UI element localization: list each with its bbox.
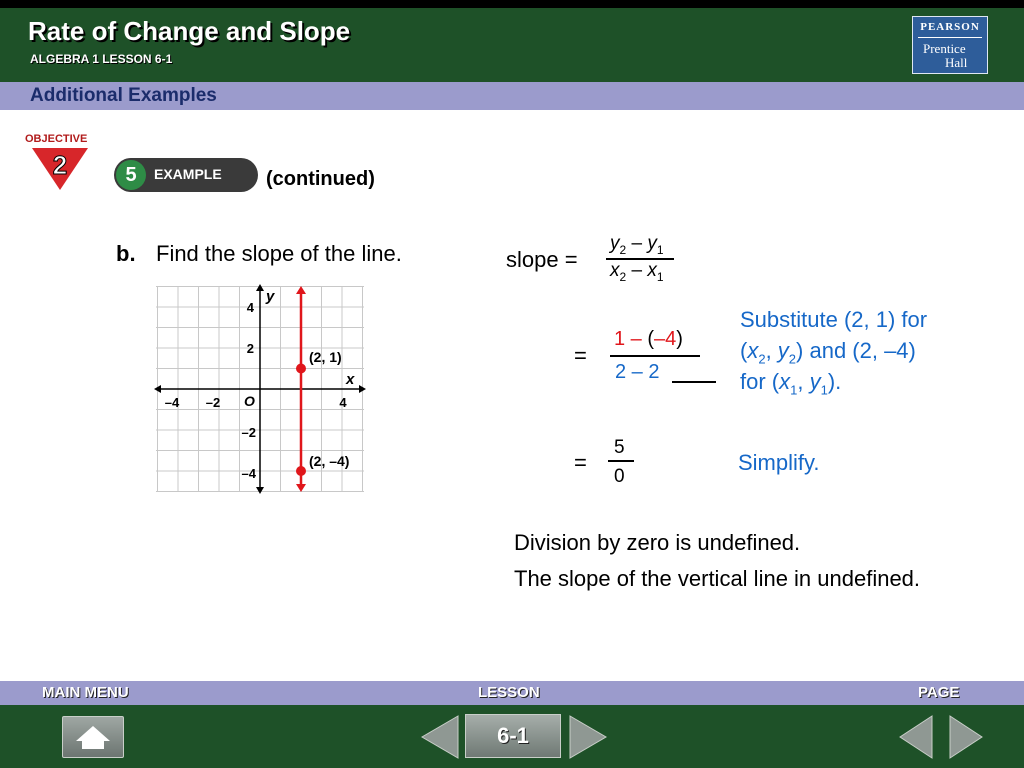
section-label: Additional Examples: [30, 85, 217, 106]
minus-sign: –: [626, 233, 648, 254]
note-text: ) and (2, –4): [796, 338, 916, 363]
home-button[interactable]: [62, 716, 124, 758]
objective-label: OBJECTIVE: [25, 133, 88, 145]
lesson-number-button[interactable]: [465, 714, 561, 758]
x-tick-label: 4: [339, 395, 347, 410]
point-label: (2, –4): [309, 453, 350, 469]
y-axis-bottom-arrow-icon: [256, 487, 264, 494]
logo-text-hall: Hall: [945, 55, 968, 70]
x-axis-label: x: [346, 371, 355, 388]
note-text: ).: [827, 369, 842, 394]
slide-subtitle: ALGEBRA 1 LESSON 6-1: [30, 52, 173, 66]
var-y: y: [647, 233, 657, 254]
continued-label: (continued): [266, 168, 375, 190]
note-text: ,: [797, 369, 810, 394]
point-2-1: [296, 364, 306, 374]
x-tick-label: –2: [205, 395, 221, 410]
equals-sign: =: [574, 343, 587, 368]
formula-numerator: [610, 233, 664, 257]
previous-lesson-button[interactable]: [418, 714, 462, 760]
main-menu-label: MAIN MENU: [42, 684, 129, 701]
var-x: x: [647, 260, 657, 281]
left-arrow-icon: [422, 716, 458, 758]
lesson-number: 6-1: [497, 723, 529, 748]
y-tick-label: –2: [241, 425, 256, 440]
y-tick-label: –4: [241, 466, 256, 481]
logo-text-prentice: Prentice: [923, 41, 966, 56]
substitute-note-line1: Substitute (2, 1) for: [740, 307, 928, 332]
stray-underline: [672, 381, 716, 383]
minus-sign: –: [625, 328, 648, 350]
origin-label: O: [244, 393, 255, 409]
equals-sign: =: [574, 450, 587, 475]
y-tick-label: 2: [246, 341, 254, 356]
conclusion-line1: Division by zero is undefined.: [514, 530, 801, 555]
fraction-bar: [610, 355, 700, 357]
open-paren: (: [647, 328, 655, 350]
subscript: 2: [619, 242, 627, 257]
subscript: 2: [758, 351, 766, 367]
example-number: 5: [116, 160, 146, 190]
var-x: x: [610, 260, 620, 281]
logo-divider: [918, 37, 982, 38]
subscript: 2: [619, 269, 627, 284]
subscript: 1: [656, 269, 664, 284]
y-axis-top-arrow-icon: [256, 284, 264, 291]
point-2-neg4: [296, 466, 306, 476]
right-arrow-icon: [570, 716, 606, 758]
problem-part-label: b.: [116, 241, 136, 266]
numerator-value: 1: [614, 328, 626, 350]
numerator-value: –4: [654, 328, 677, 350]
problem-text: Find the slope of the line.: [156, 241, 402, 266]
step2-denominator: 0: [614, 466, 625, 487]
formula-denominator: [610, 260, 664, 284]
right-arrow-icon: [950, 716, 982, 758]
var-x: x: [747, 338, 759, 363]
subscript: 1: [656, 242, 664, 257]
note-text: for (: [740, 369, 780, 394]
subscript: 1: [790, 382, 798, 398]
lesson-label: LESSON: [478, 684, 540, 701]
line-top-arrow-icon: [296, 286, 306, 294]
home-icon: [63, 717, 123, 757]
point-label: (2, 1): [309, 349, 342, 365]
x-tick-label: –4: [164, 395, 180, 410]
simplify-note: Simplify.: [738, 450, 820, 475]
minus-sign: –: [626, 260, 648, 281]
conclusion-line2: The slope of the vertical line in undefined.: [514, 566, 921, 591]
note-text: ,: [765, 338, 778, 363]
subscript: 1: [820, 382, 828, 398]
y-axis-label: y: [266, 288, 275, 305]
left-arrow-icon: [900, 716, 932, 758]
y-tick-label: 4: [246, 300, 254, 315]
page-label: PAGE: [918, 684, 960, 701]
slope-label: slope =: [506, 247, 578, 272]
next-lesson-button[interactable]: [566, 714, 610, 760]
pearson-logo: [912, 16, 988, 74]
example-label: EXAMPLE: [154, 166, 222, 182]
step1-numerator: [614, 328, 683, 351]
previous-page-button[interactable]: [896, 714, 936, 760]
line-bottom-arrow-icon: [296, 484, 306, 492]
fraction-bar: [608, 460, 634, 462]
close-paren: ): [676, 328, 683, 350]
objective-number: 2: [52, 150, 68, 180]
var-y: y: [809, 369, 821, 394]
step2-numerator: 5: [614, 437, 625, 458]
substitute-note-line3: [740, 366, 841, 405]
var-y: y: [777, 338, 789, 363]
subscript: 2: [788, 351, 797, 367]
logo-text-pearson: PEARSON: [920, 21, 980, 33]
note-text: (: [740, 338, 748, 363]
objective-badge-icon: [30, 146, 90, 192]
next-page-button[interactable]: [946, 714, 986, 760]
step1-denominator: 2 – 2: [615, 361, 660, 383]
coordinate-graph: [150, 280, 370, 500]
slide-title: Rate of Change and Slope: [28, 16, 351, 46]
var-x: x: [779, 369, 791, 394]
var-y: y: [610, 233, 620, 254]
